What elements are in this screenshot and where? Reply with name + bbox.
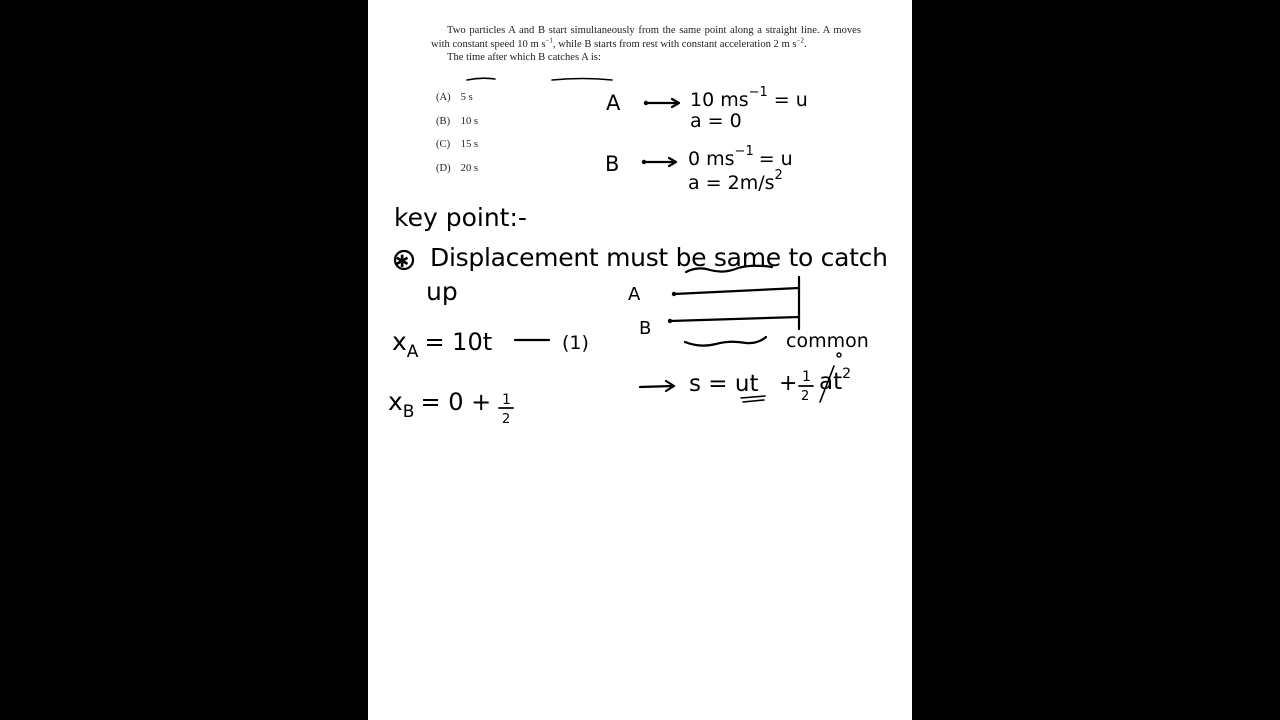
- document-page: [368, 0, 912, 720]
- formula-ut-cancel: [741, 396, 765, 402]
- note-b-accel: $a = 2m/s^2$: [688, 168, 783, 194]
- brace-bottom: [685, 337, 766, 346]
- question-statement: Two particles A and B start simultaneously from the same point along a straight line. A moves with constant speed 10 m $s^{-1}$, while B starts from rest with constant acceleration 2 m $s^{-2}$.: [431, 25, 861, 50]
- arrow-a-dot: [644, 101, 648, 105]
- option-d: (D) 20 s: [436, 162, 479, 174]
- note-up: up: [426, 277, 458, 306]
- formula-at: $at^2$: [819, 366, 852, 395]
- eq-xb: $x_B = 0$ +: [388, 387, 492, 422]
- arrow-formula: [640, 386, 673, 387]
- option-b: (B) 10 s: [436, 115, 479, 127]
- note-b-speed: 0 $ms^{-1} = u$: [688, 144, 793, 170]
- note-b-label: B: [605, 152, 620, 176]
- eq-xb-frac-den: 2: [502, 412, 511, 427]
- star-icon: ✱: [395, 252, 410, 272]
- note-key-point: key point:-: [394, 203, 527, 232]
- note-common: common: [786, 330, 869, 352]
- formula-s: s = ut: [689, 371, 759, 397]
- option-c: (C) 15 s: [436, 139, 479, 150]
- diagram-a-label: A: [628, 284, 641, 305]
- eq-xa: $x_A = 10t$: [392, 327, 493, 362]
- diagram-b-label: B: [639, 318, 652, 339]
- note-small-circle: [837, 353, 841, 357]
- formula-frac-num: 1: [802, 369, 811, 385]
- handwritten-notes: [368, 0, 912, 720]
- eq-xb-frac-num: 1: [502, 392, 511, 408]
- formula-plus: +: [779, 371, 798, 396]
- diagram-a-line: [674, 288, 799, 294]
- note-a-speed: 10 $ms^{-1} = u$: [690, 85, 808, 111]
- diagram-b-line: [670, 317, 799, 321]
- formula-frac-den: 2: [801, 389, 810, 404]
- underline-time: [467, 78, 495, 80]
- note-a-label: A: [606, 91, 621, 115]
- note-displacement: Displacement must be same to catch: [430, 243, 888, 272]
- option-a: (A) 5 s: [436, 92, 473, 103]
- eq-xa-tag: (1): [562, 332, 589, 354]
- underline-b-catches-a: [552, 79, 612, 81]
- note-a-accel: a = 0: [690, 110, 742, 132]
- arrow-b-dot: [642, 160, 646, 164]
- question-prompt: The time after which B catches A is:: [447, 52, 601, 64]
